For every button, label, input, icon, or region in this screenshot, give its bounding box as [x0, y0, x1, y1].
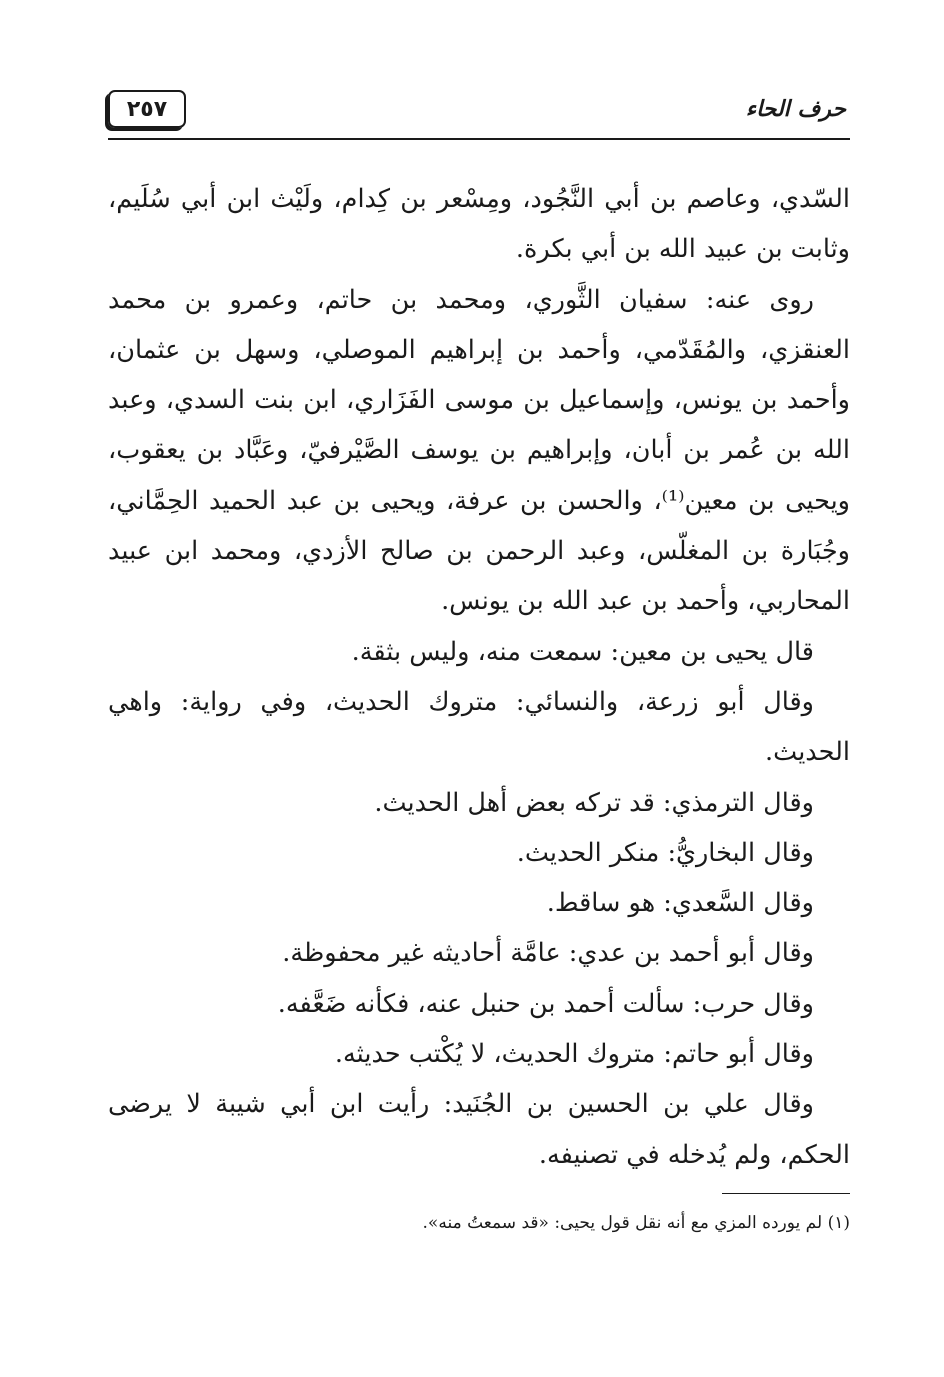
- page-number: ٢٥٧: [108, 90, 186, 128]
- paragraph-5: وقال الترمذي: قد تركه بعض أهل الحديث.: [374, 787, 814, 818]
- paragraph-1: السّدي، وعاصم بن أبي النَّجُود، ومِسْعر بن كِدام، ولَيْث ابن أبي سُلَيم، وثابت بن عبيد الله بن أبي بكرة.: [108, 184, 850, 265]
- running-title: حرف الحاء: [745, 96, 846, 122]
- paragraph-6: وقال البخاريُّ: منكر الحديث.: [516, 837, 814, 868]
- body-text: [108, 174, 850, 1180]
- paragraph-10: وقال أبو حاتم: متروك الحديث، لا يُكْتب حديثه.: [334, 1039, 814, 1070]
- paragraph-7: وقال السَّعدي: هو ساقط.: [546, 888, 814, 919]
- paragraph-8: وقال أبو أحمد بن عدي: عامَّة أحاديثه غير محفوظة.: [282, 938, 814, 969]
- page-header: [108, 88, 850, 140]
- paragraph-11: وقال علي بن الحسين بن الجُنَيد: رأيت ابن أبي شيبة لا يرضى الحكم، ولم يُدخله في تصنيفه.: [108, 1089, 850, 1170]
- footnote: (١) لم يورده المزي مع أنه نقل قول يحيى: «قد سمعتُ منه».: [422, 1213, 850, 1233]
- footnote-rule: [722, 1193, 850, 1194]
- paragraph-4: وقال أبو زرعة، والنسائي: متروك الحديث، وفي رواية: واهي الحديث.: [108, 686, 850, 768]
- paragraph-2: روى عنه: سفيان الثَّوري، ومحمد بن حاتم، وعمرو بن محمد العنقزي، والمُقَدّمي، وأحمد بن إبراهيم الموصلي، وسهل بن عثمان، وأحمد بن يونس، وإسماعيل بن موسى الفَزَاري، ابن بنت السدي، وعبد الله بن عُمر بن أبان، وإبراهيم بن يوسف الصَّيْرفيّ، وعَبَّاد بن يعقوب، ويحيى بن معين⁽¹⁾، والحسن بن عرفة، ويحيى بن عبد الحميد الحِمَّاني، وجُبَارة بن المغلّس، وعبد الرحمن بن صالح الأزدي، ومحمد ابن عبيد المحاربي، وأحمد بن عبد الله بن يونس.: [108, 284, 850, 617]
- paragraph-3: قال يحيى بن معين: سمعت منه، وليس بثقة.: [351, 636, 814, 667]
- header-rule: [108, 138, 850, 140]
- paragraph-9: وقال حرب: سألت أحمد بن حنبل عنه، فكأنه ضَعَّفه.: [277, 988, 814, 1019]
